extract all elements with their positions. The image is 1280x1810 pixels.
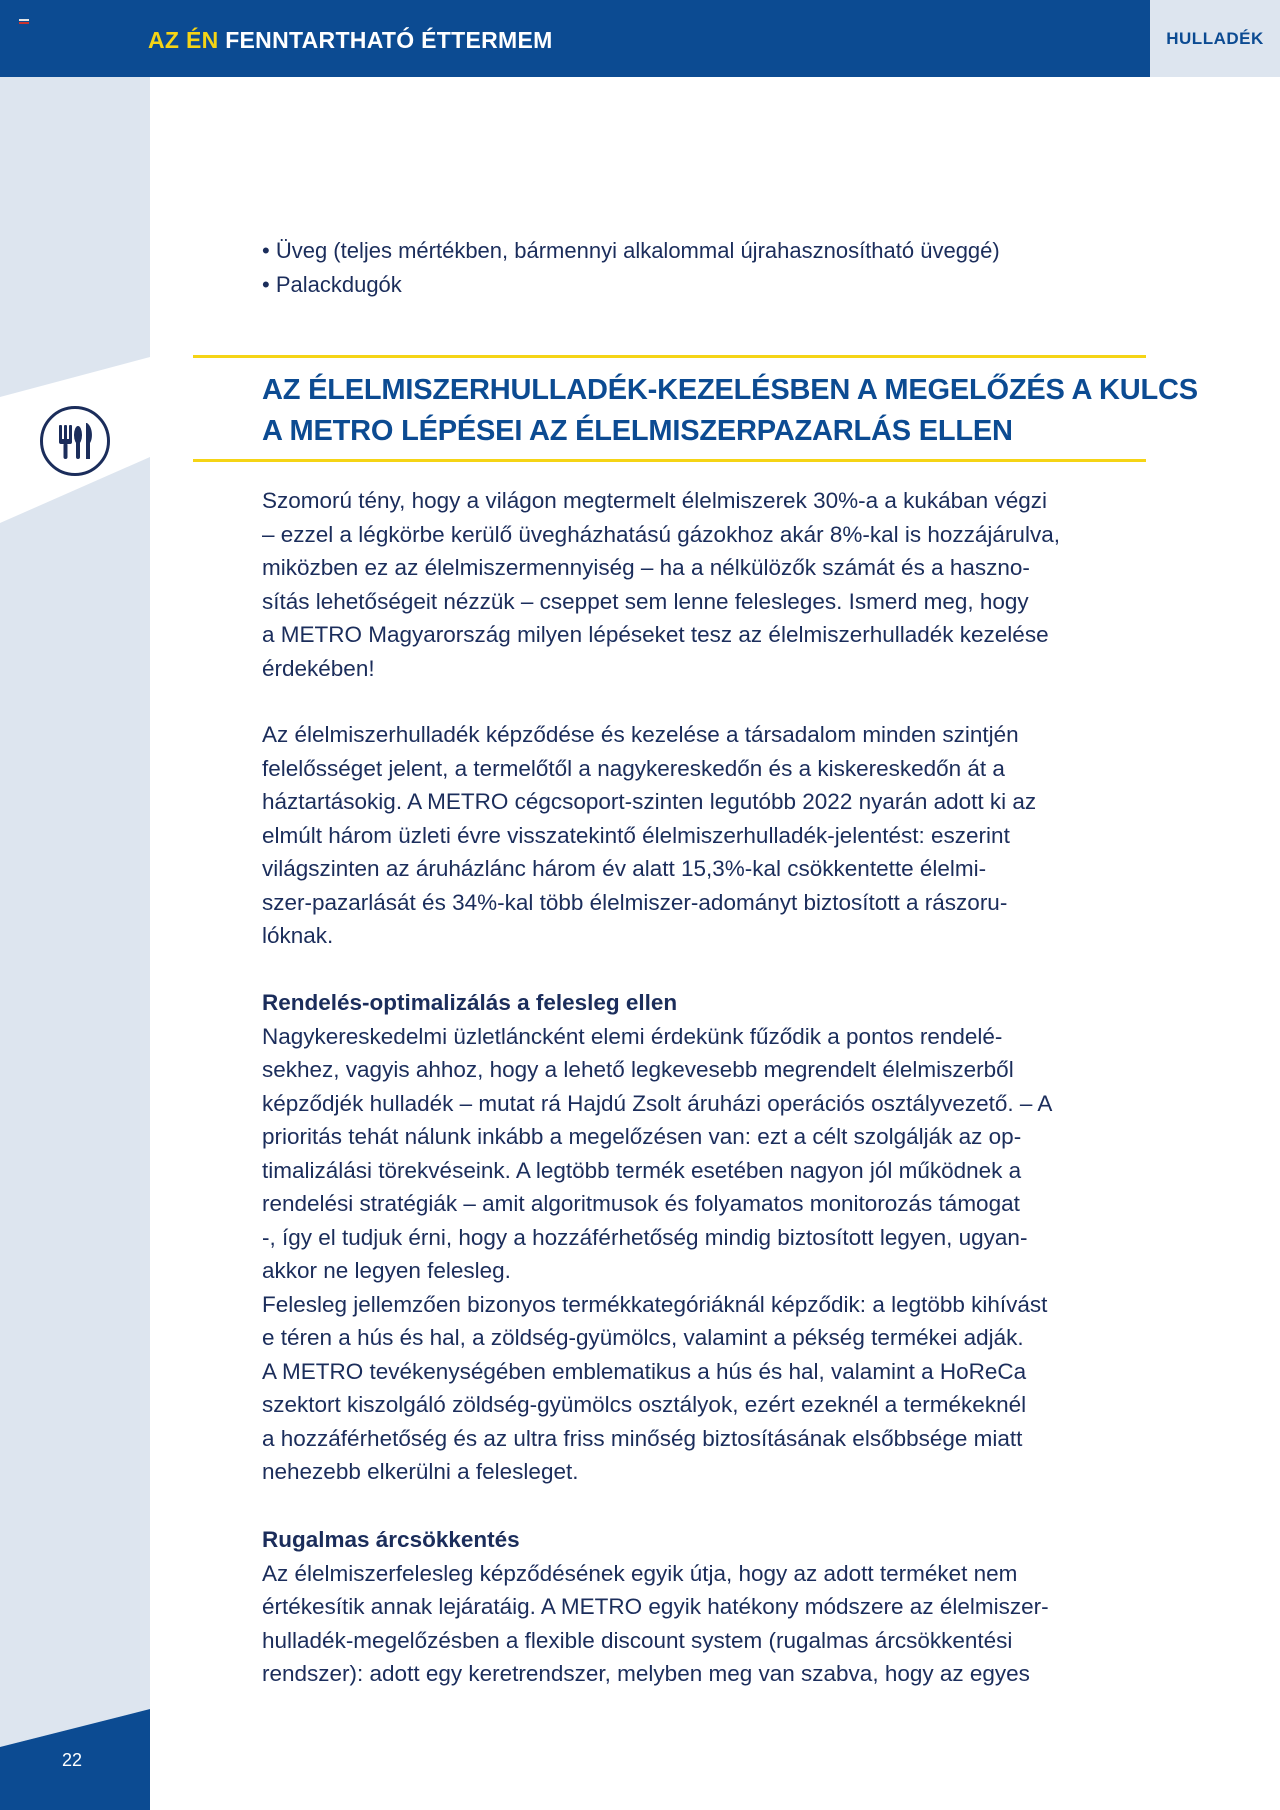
intro-paragraph — [262, 484, 1162, 685]
text-line: világszinten az áruházlánc három év alatt 15,3%-kal csökkentette élelmi- — [262, 856, 987, 881]
text-line: háztartásokig. A METRO cégcsoport-szinten legutóbb 2022 nyarán adott ki az — [262, 789, 1037, 814]
section-label: HULLADÉK — [1166, 28, 1264, 48]
page-number: 22 — [62, 1750, 83, 1770]
bullet-list — [262, 234, 1000, 302]
text-line: érdekében! — [262, 655, 375, 681]
ordering-section — [262, 986, 1162, 1489]
report-paragraph — [262, 718, 1162, 953]
text-line: akkor ne legyen felesleg. — [262, 1258, 511, 1283]
text-line: felelősséget jelent, a termelőtől a nagykereskedőn és a kiskereskedőn át a — [262, 755, 1005, 781]
text-line: Az élelmiszerfelesleg képződésének egyik útja, hogy az adott terméket nem — [262, 1560, 1018, 1586]
section-heading: Rendelés-optimalizálás a felesleg ellen — [262, 990, 678, 1015]
text-line: timalizálási törekvéseink. A legtöbb termék esetében nagyon jól működnek a — [262, 1157, 1022, 1183]
text-line: rendszer): adott egy keretrendszer, melyben meg van szabva, hogy az egyes — [262, 1661, 1030, 1686]
text-line: rendelési stratégiák – amit algoritmusok és folyamatos monitorozás támogat — [262, 1191, 1020, 1216]
text-line: prioritás tehát nálunk inkább a megelőzésen van: ezt a célt szolgálják az op- — [262, 1124, 1022, 1149]
section-heading: Rugalmas árcsökkentés — [262, 1527, 520, 1552]
text-line: – ezzel a légkörbe kerülő üvegházhatású gázokhoz akár 8%-kal is hozzájárulva, — [262, 521, 1060, 547]
text-line: Az élelmiszerhulladék képződése és kezelése a társadalom minden szintjén — [262, 722, 1019, 747]
text-line: Felesleg jellemzően bizonyos termékkategóriáknál képződik: a legtöbb kihívást — [262, 1291, 1048, 1317]
text-line: Szomorú tény, hogy a világon megtermelt élelmiszerek 30%-a a kukában végzi — [262, 488, 1047, 513]
headline-line: A METRO LÉPÉSEI AZ ÉLELMISZERPAZARLÁS ELLEN — [262, 415, 1013, 447]
headline-line: AZ ÉLELMISZERHULLADÉK-KEZELÉSBEN A MEGELŐZÉS A KULCS — [262, 374, 1198, 406]
cutlery-icon — [40, 406, 110, 476]
text-line: miközben ez az élelmiszermennyiség – ha a nélkülözők számát és a haszno- — [262, 555, 1030, 580]
brand-prefix: AZ ÉN — [148, 27, 219, 53]
page-header — [0, 0, 1150, 77]
section-tab — [1150, 0, 1280, 77]
text-line: e téren a hús és hal, a zöldség-gyümölcs, valamint a pékség termékei adják. — [262, 1325, 1024, 1350]
text-line: A METRO tevékenységében emblematikus a hús és hal, valamint a HoReCa — [262, 1358, 1027, 1384]
brand-title — [148, 27, 553, 54]
text-line: -, így el tudjuk érni, hogy a hozzáférhetőség mindig biztosított legyen, ugyan- — [262, 1224, 1028, 1250]
list-item: • Palackdugók — [262, 272, 402, 297]
text-line: lóknak. — [262, 923, 334, 948]
flag-icon — [19, 19, 29, 26]
text-line: szer-pazarlását és 34%-kal több élelmiszer-adományt biztosított a rászoru- — [262, 889, 1008, 915]
text-line: hulladék-megelőzésben a flexible discount system (rugalmas árcsökkentési — [262, 1627, 1013, 1653]
text-line: szektort kiszolgáló zöldség-gyümölcs osztályok, ezért ezeknél a termékeknél — [262, 1392, 1027, 1417]
text-line: sekhez, vagyis ahhoz, hogy a lehető legkevesebb megrendelt élelmiszerből — [262, 1057, 1014, 1082]
text-line: elmúlt három üzleti évre visszatekintő élelmiszerhulladék-jelentést: eszerint — [262, 822, 1010, 848]
brand-rest: FENNTARTHATÓ ÉTTERMEM — [218, 27, 553, 53]
list-item: • Üveg (teljes mértékben, bármennyi alkalommal újrahasznosítható üveggé) — [262, 238, 1000, 263]
text-line: nehezebb elkerülni a felesleget. — [262, 1459, 579, 1484]
text-line: a METRO Magyarország milyen lépéseket tesz az élelmiszerhulladék kezelése — [262, 622, 1049, 647]
text-line: a hozzáférhetőség és az ultra friss minőség biztosításának elsőbbsége miatt — [262, 1425, 1023, 1451]
text-line: képződjék hulladék – mutat rá Hajdú Zsolt áruházi operációs osztályvezető. – A — [262, 1090, 1053, 1116]
headline — [262, 370, 1198, 452]
text-line: Nagykereskedelmi üzletláncként elemi érdekünk fűződik a pontos rendelé- — [262, 1023, 1003, 1049]
text-line: értékesítik annak lejáratáig. A METRO egyik hatékony módszere az élelmiszer- — [262, 1594, 1049, 1619]
text-line: sítás lehetőségeit nézzük – cseppet sem lenne felesleges. Ismerd meg, hogy — [262, 588, 1029, 614]
discount-section — [262, 1523, 1162, 1691]
sidebar-decoration — [0, 77, 150, 1810]
